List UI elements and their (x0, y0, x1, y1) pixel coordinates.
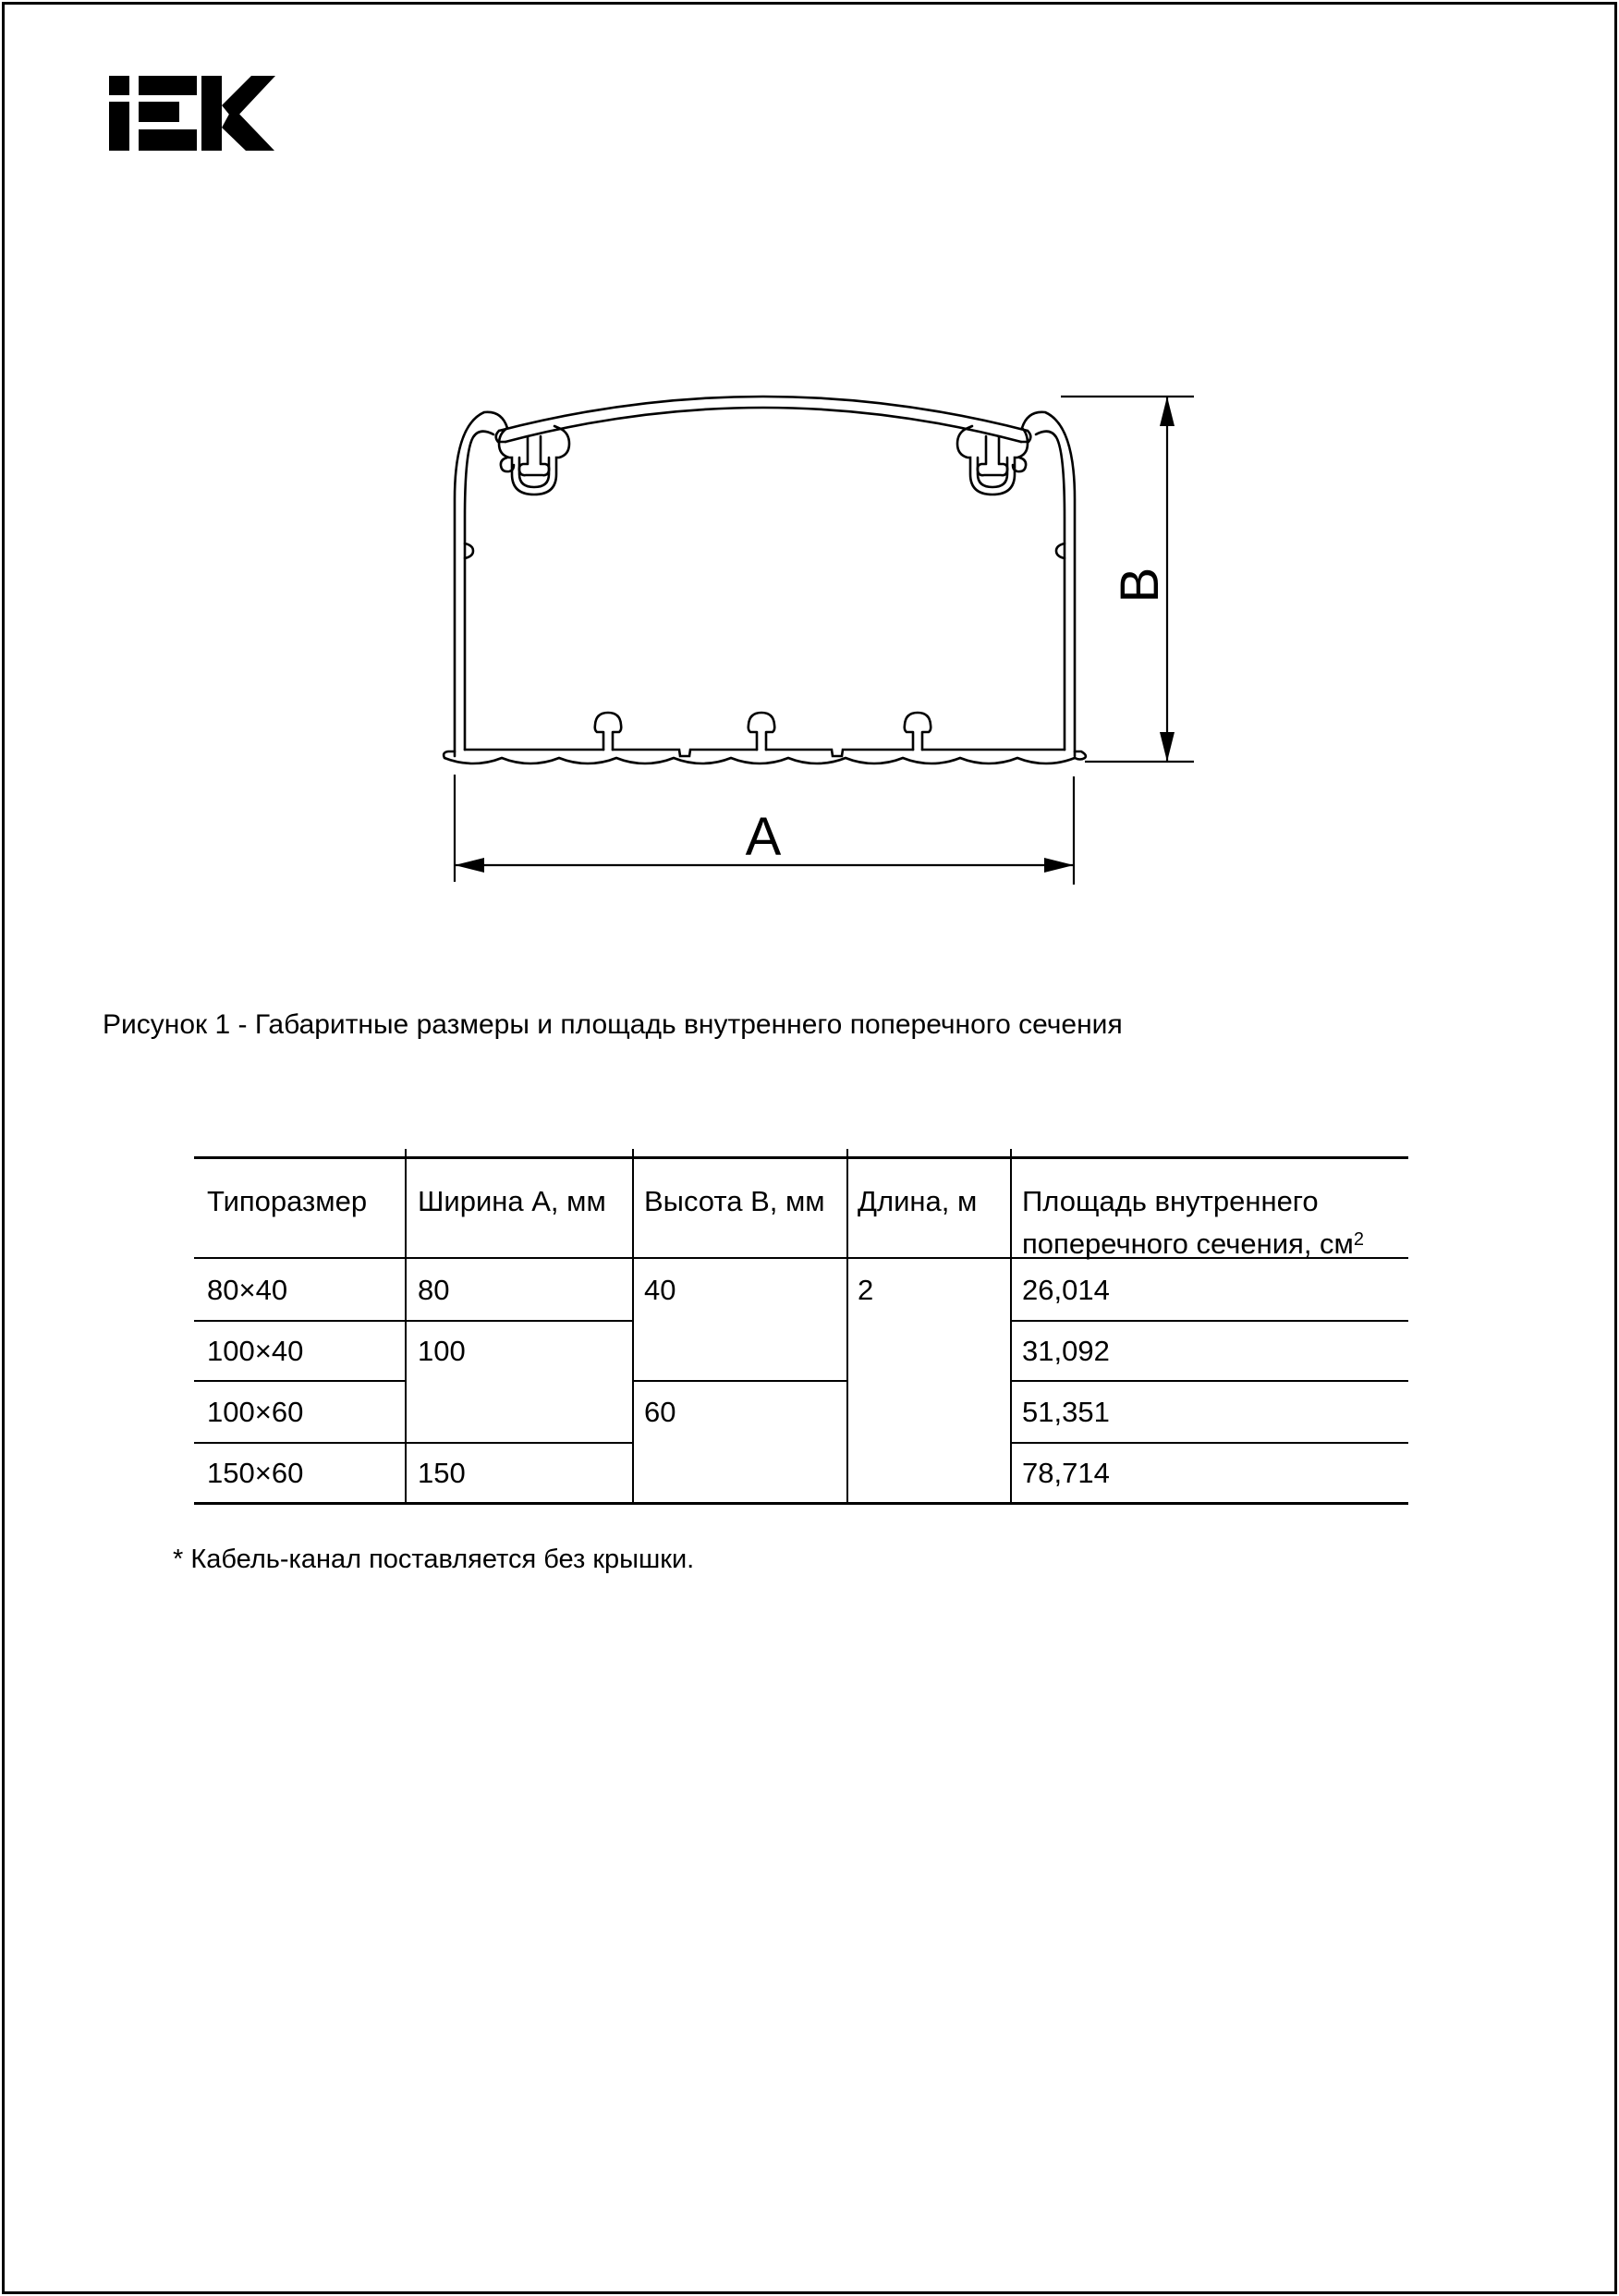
cell-width-r4: 150 (418, 1457, 466, 1489)
table-line (194, 1442, 632, 1444)
cell-length-r1: 2 (858, 1274, 874, 1306)
table-header-width: Ширина А, мм (418, 1185, 606, 1217)
dim-b-arrow-top (1160, 397, 1175, 426)
stud-right (905, 713, 931, 750)
table-header-size: Типоразмер (207, 1185, 368, 1217)
table-line (1010, 1149, 1012, 1504)
cell-size-r4: 150×60 (207, 1457, 304, 1489)
left-outer-wall (455, 412, 507, 756)
right-wall-nub (1056, 543, 1065, 558)
table-header-length: Длина, м (858, 1185, 978, 1217)
table-header-area-superscript: 2 (1353, 1229, 1364, 1250)
table-line (1010, 1320, 1408, 1322)
dim-label-b: B (1110, 567, 1170, 604)
left-latch-stem (519, 436, 549, 475)
left-inner-wall (465, 432, 493, 750)
right-outer-wall (1022, 412, 1075, 756)
table-footnote: * Кабель-канал поставляется без крышки. (173, 1545, 695, 1574)
right-inner-wall (1036, 432, 1065, 750)
figure-caption: Рисунок 1 - Габаритные размеры и площадь внутреннего поперечного сечения (103, 1009, 1123, 1040)
table-line (1010, 1380, 1408, 1382)
left-wall-nub (465, 543, 473, 558)
right-pocket-inner (978, 458, 1007, 487)
channel-floor (465, 750, 1065, 756)
table-line (846, 1149, 848, 1504)
table-line (405, 1149, 407, 1504)
wavy-bottom-edge (444, 751, 1086, 763)
cover-latch-stems (519, 436, 1007, 475)
table-line (632, 1380, 846, 1382)
stud-center (749, 713, 775, 750)
dim-a-arrow-left (455, 858, 484, 873)
cell-size-r2: 100×40 (207, 1335, 304, 1367)
dim-label-a: A (745, 807, 782, 867)
cell-width-r1: 80 (418, 1274, 450, 1306)
cell-area-r2: 31,092 (1022, 1335, 1110, 1367)
left-pocket-inner (519, 458, 549, 487)
channel-profile-outline (444, 397, 1086, 763)
base-latch-pockets (499, 426, 1028, 495)
mounting-studs (595, 713, 931, 750)
stud-left (595, 713, 622, 750)
cell-width-r2: 100 (418, 1335, 466, 1367)
cell-height-r1: 40 (644, 1274, 676, 1306)
dim-b-arrow-bottom (1160, 732, 1175, 762)
cell-size-r3: 100×60 (207, 1396, 304, 1428)
dim-a-arrow-right (1044, 858, 1074, 873)
cell-area-r1: 26,014 (1022, 1274, 1110, 1306)
right-pocket-outer (957, 426, 1028, 495)
left-pocket-outer (499, 426, 569, 495)
cell-size-r1: 80×40 (207, 1274, 288, 1306)
cell-area-r4: 78,714 (1022, 1457, 1110, 1489)
table-header-height: Высота В, мм (644, 1185, 825, 1217)
table-line (194, 1380, 405, 1382)
table-header-area-line1: Площадь внутреннего (1022, 1185, 1319, 1217)
cell-height-r3: 60 (644, 1396, 676, 1428)
table-line (194, 1156, 1408, 1159)
table-line (194, 1320, 632, 1322)
table-line (194, 1502, 1408, 1505)
table-line (1010, 1442, 1408, 1444)
table-line (632, 1149, 634, 1504)
cell-area-r3: 51,351 (1022, 1396, 1110, 1428)
right-latch-stem (978, 436, 1007, 475)
table-header-area-text: поперечного сечения, см (1022, 1227, 1354, 1260)
table-header-area-line2 (1022, 1223, 1364, 1261)
